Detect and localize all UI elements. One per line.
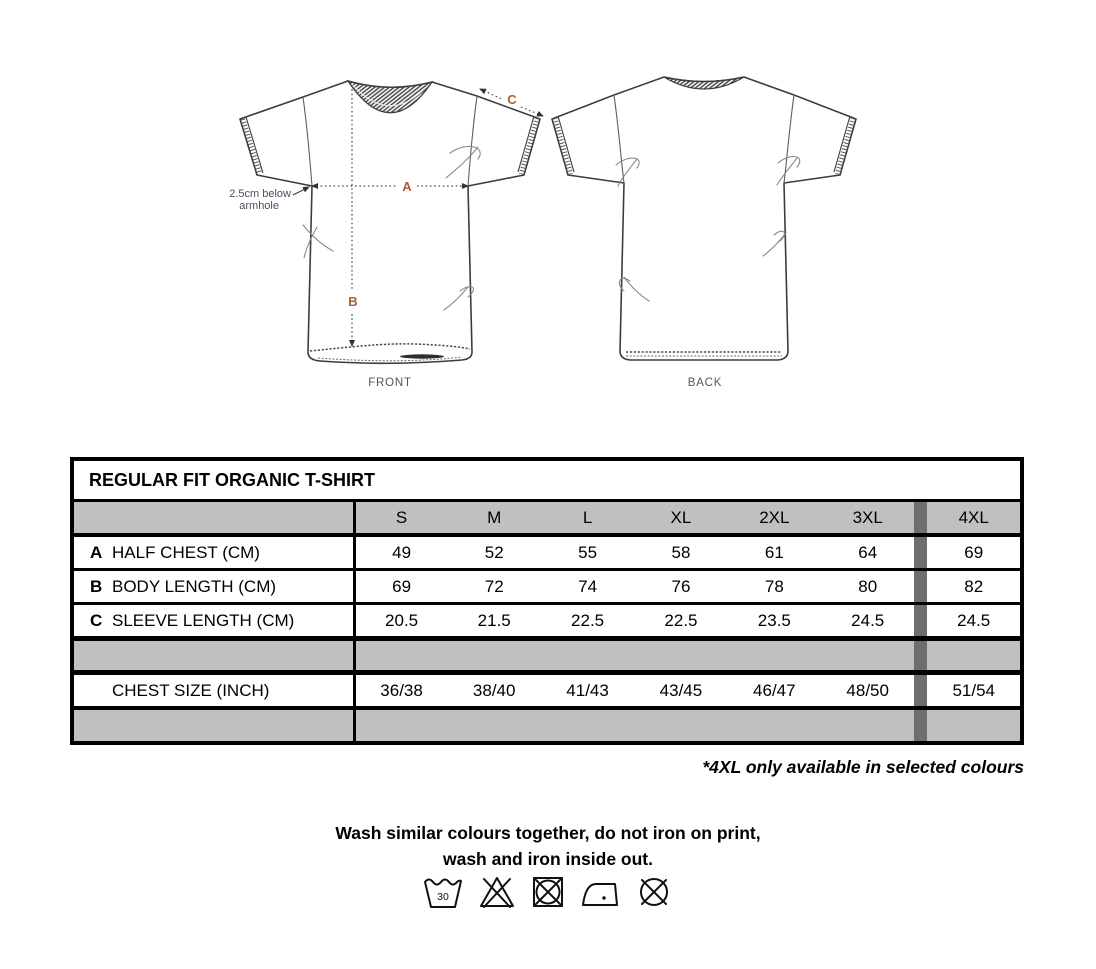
- care-symbols: [0, 874, 1096, 910]
- wash-instructions-line2: wash and iron inside out.: [442, 849, 654, 869]
- value-cell: 46/47: [728, 673, 821, 709]
- value-cell: 80: [821, 570, 914, 604]
- row-label: BODY LENGTH (CM): [112, 576, 277, 596]
- wash-30-icon: [423, 874, 463, 910]
- value-cell: 74: [541, 570, 634, 604]
- value-cell: 20.5: [354, 604, 447, 639]
- tshirt-back-drawing: [552, 77, 856, 389]
- do-not-dry-clean-icon: [635, 874, 673, 910]
- column-divider: [914, 535, 927, 570]
- size-header-3xl: 3XL: [821, 501, 914, 536]
- back-view-label: BACK: [687, 377, 723, 389]
- row-label: SLEEVE LENGTH (CM): [112, 610, 295, 630]
- half-chest-row: [72, 535, 1022, 570]
- spacer-row: [72, 708, 1022, 743]
- armhole-note-arrow: [293, 187, 309, 195]
- column-divider: [914, 604, 927, 639]
- value-cell: 61: [728, 535, 821, 570]
- armhole-note-line1: 2.5cm below: [229, 188, 291, 200]
- size-chart-table: [70, 457, 1024, 745]
- value-cell: 82: [927, 570, 1022, 604]
- column-divider: [914, 708, 927, 743]
- value-cell: 24.5: [927, 604, 1022, 639]
- row-label: HALF CHEST (CM): [112, 542, 260, 562]
- row-letter: A: [90, 542, 103, 562]
- value-cell: 78: [728, 570, 821, 604]
- size-header-empty-cell: [72, 501, 354, 536]
- size-header-xl: XL: [634, 501, 727, 536]
- table-title-row: [72, 459, 1022, 501]
- value-cell: 76: [634, 570, 727, 604]
- wash-temp-value: 30: [437, 891, 449, 903]
- value-cell: 72: [448, 570, 541, 604]
- do-not-bleach-icon: [478, 874, 516, 910]
- value-cell: 55: [541, 535, 634, 570]
- chest-size-inch-row: [72, 673, 1022, 709]
- value-cell: 24.5: [821, 604, 914, 639]
- armhole-note: [229, 187, 309, 212]
- armhole-note-line2: armhole: [239, 200, 279, 212]
- sleeve-length-row: [72, 604, 1022, 639]
- spacer-row: [72, 639, 1022, 673]
- iron-low-heat-icon: [580, 874, 620, 910]
- column-divider: [914, 639, 927, 673]
- measurement-b-label: B: [348, 294, 358, 309]
- value-cell: 52: [448, 535, 541, 570]
- value-cell: 64: [821, 535, 914, 570]
- value-cell: 43/45: [634, 673, 727, 709]
- size-header-s: S: [354, 501, 447, 536]
- value-cell: 69: [927, 535, 1022, 570]
- row-label-cell: [72, 673, 354, 709]
- table-title: REGULAR FIT ORGANIC T-SHIRT: [72, 459, 1022, 501]
- row-label: CHEST SIZE (INCH): [112, 680, 270, 700]
- row-letter: C: [90, 610, 103, 630]
- value-cell: 49: [354, 535, 447, 570]
- wash-instructions: [0, 820, 1096, 872]
- row-letter: B: [90, 576, 103, 596]
- wash-instructions-line1: Wash similar colours together, do not iron on print,: [335, 823, 761, 843]
- size-header-4xl: 4XL: [927, 501, 1022, 536]
- column-divider: [914, 501, 927, 536]
- value-cell: 38/40: [448, 673, 541, 709]
- value-cell: 22.5: [541, 604, 634, 639]
- row-label-cell: [72, 604, 354, 639]
- tshirt-diagram: [200, 55, 900, 400]
- column-divider: [914, 673, 927, 709]
- value-cell: 36/38: [354, 673, 447, 709]
- value-cell: 22.5: [634, 604, 727, 639]
- front-view-label: FRONT: [368, 377, 412, 389]
- value-cell: 21.5: [448, 604, 541, 639]
- measurement-a-label: A: [402, 179, 412, 194]
- value-cell: 41/43: [541, 673, 634, 709]
- size-header-row: [72, 501, 1022, 536]
- value-cell: 58: [634, 535, 727, 570]
- value-cell: 48/50: [821, 673, 914, 709]
- do-not-tumble-dry-icon: [530, 874, 566, 910]
- measurement-c-label: C: [507, 92, 517, 107]
- value-cell: 69: [354, 570, 447, 604]
- value-cell: 51/54: [927, 673, 1022, 709]
- tshirt-front-drawing: [229, 81, 543, 389]
- size-header-l: L: [541, 501, 634, 536]
- value-cell: 23.5: [728, 604, 821, 639]
- footnote-4xl: *4XL only available in selected colours: [702, 757, 1024, 777]
- row-label-cell: [72, 570, 354, 604]
- body-length-row: [72, 570, 1022, 604]
- column-divider: [914, 570, 927, 604]
- size-header-m: M: [448, 501, 541, 536]
- row-label-cell: [72, 535, 354, 570]
- size-header-2xl: 2XL: [728, 501, 821, 536]
